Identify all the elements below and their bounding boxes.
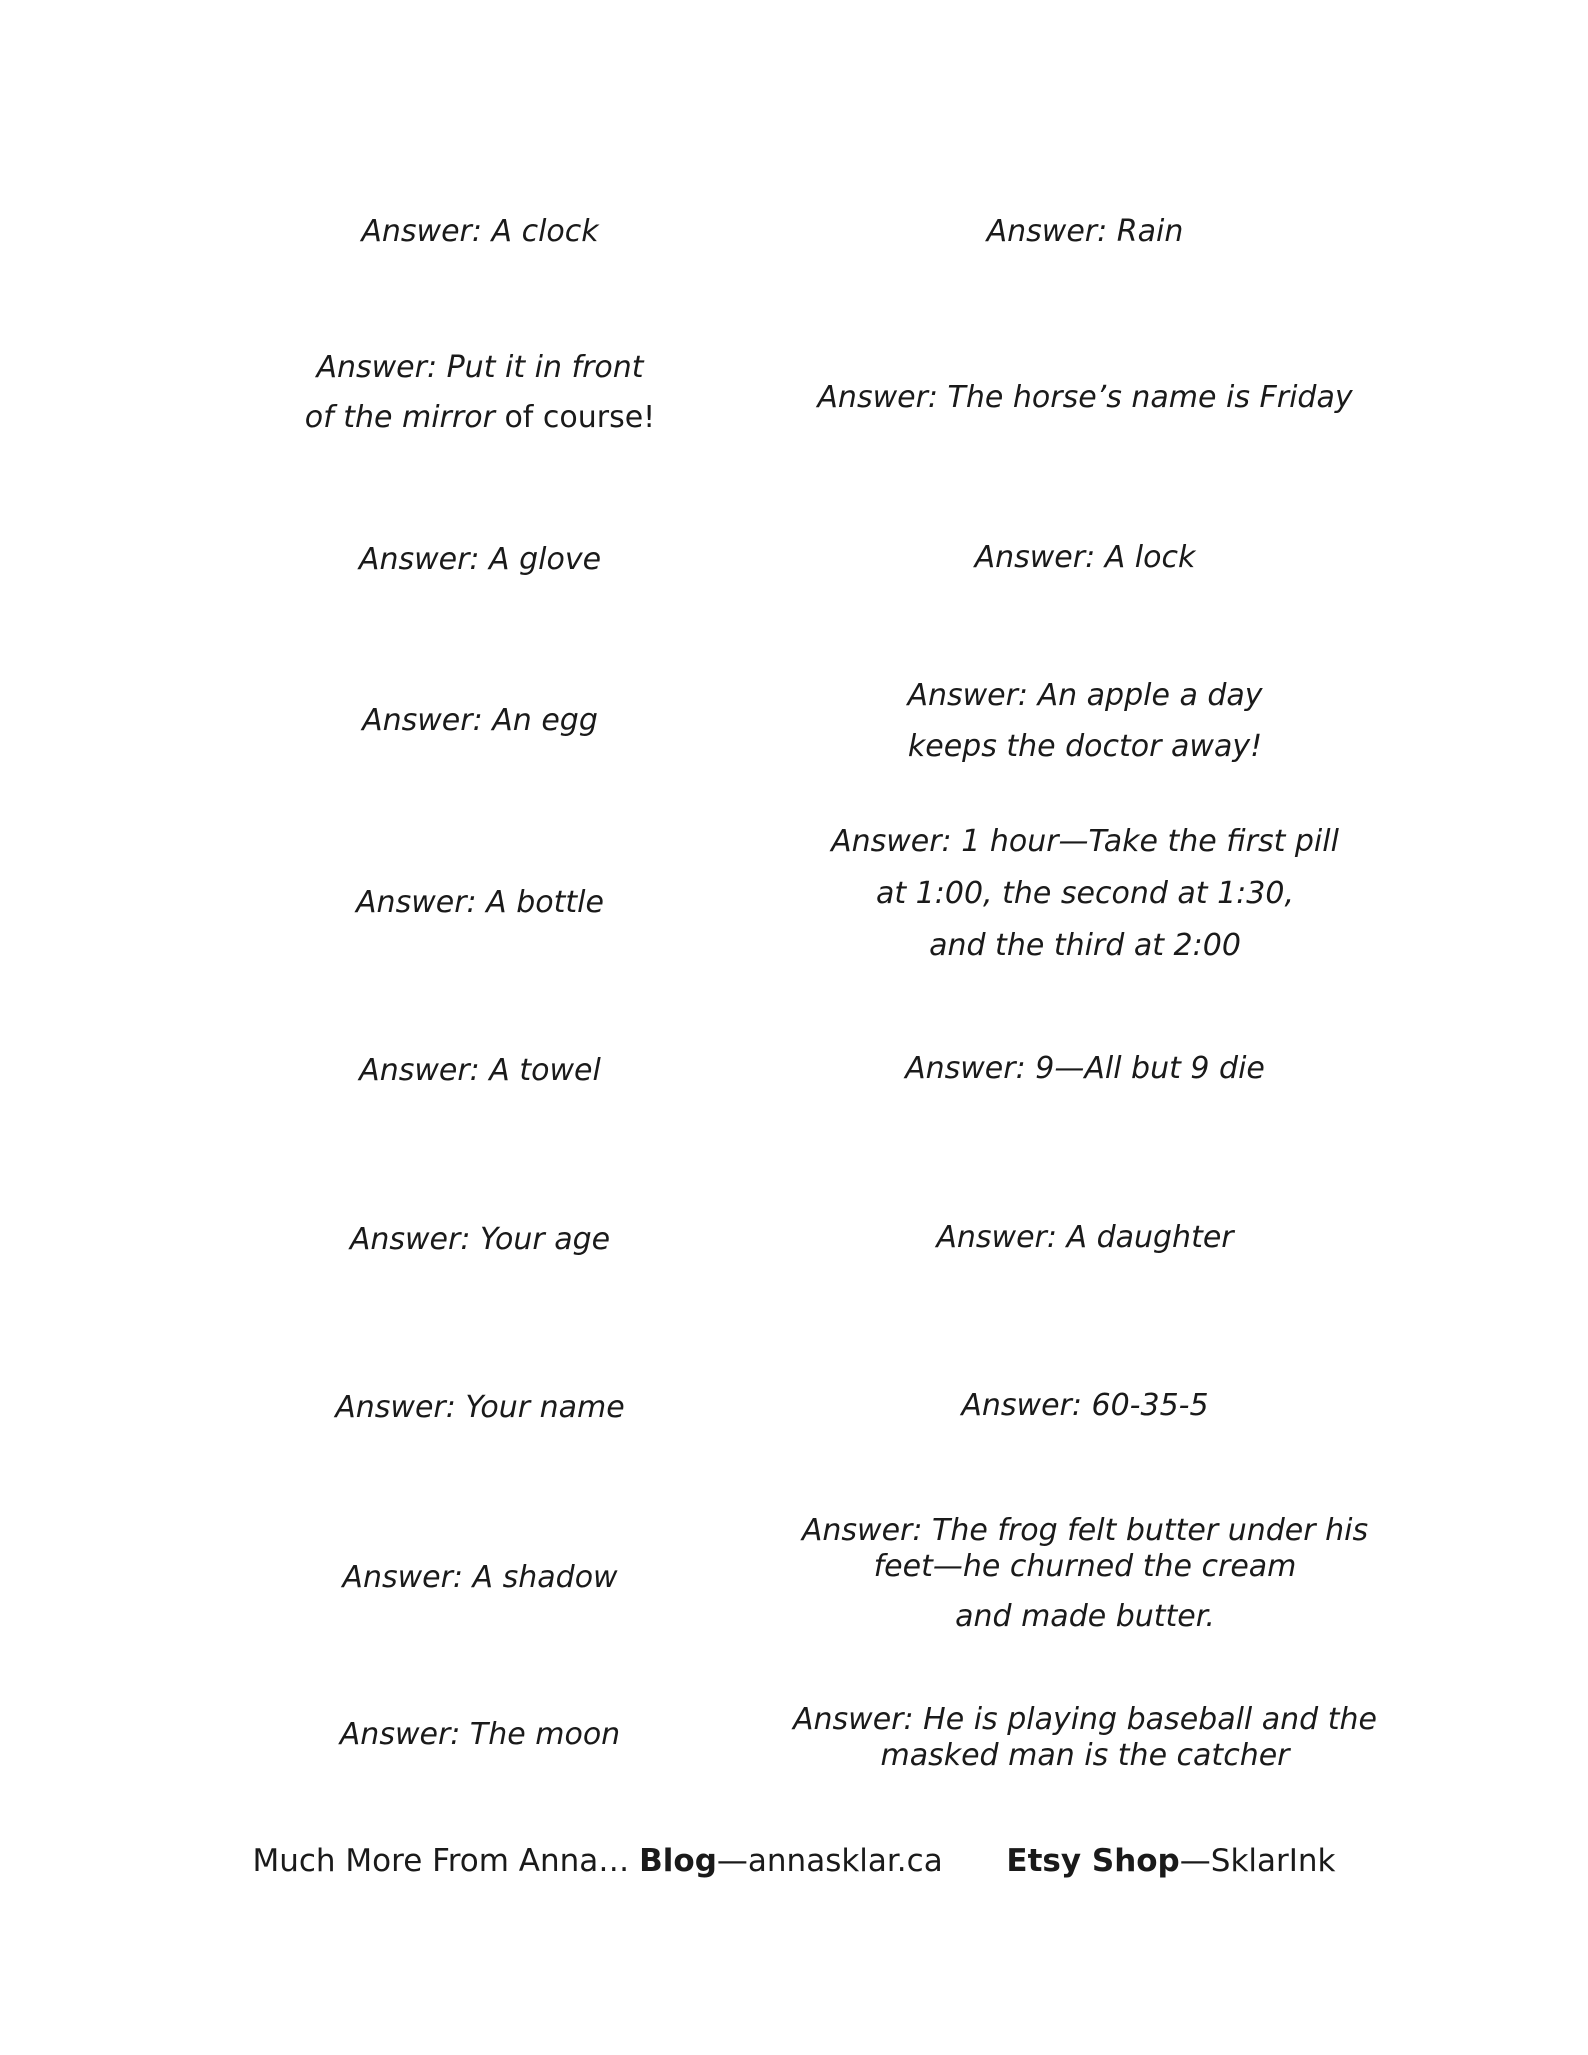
answer-text: Answer: An apple a day <box>907 678 1263 713</box>
answer-left-3 <box>175 542 785 577</box>
answer-left-7 <box>175 1222 785 1257</box>
answer-right-10 <box>765 1702 1405 1773</box>
answer-text: Answer: Your age <box>349 1222 611 1257</box>
answer-right-5 <box>765 824 1405 963</box>
answer-text: Answer: An egg <box>362 703 598 738</box>
answer-text: Answer: 60-35-5 <box>961 1388 1209 1423</box>
answer-left-2 <box>175 350 785 435</box>
footer-blog-link[interactable]: —annasklar.ca <box>716 1843 943 1879</box>
answer-right-6 <box>765 1051 1405 1086</box>
answer-left-10 <box>175 1717 785 1752</box>
answer-text: and the third at 2:00 <box>929 928 1241 963</box>
answer-text: at 1:00, the second at 1:30, <box>875 876 1294 911</box>
answer-left-9 <box>175 1560 785 1595</box>
answer-left-6 <box>175 1053 785 1088</box>
footer-shop-label: Etsy Shop <box>1006 1843 1180 1879</box>
answer-right-9 <box>765 1513 1405 1634</box>
answer-text-italic: of the mirror <box>304 400 495 435</box>
footer-shop-link[interactable]: —SklarInk <box>1179 1843 1336 1879</box>
answer-right-2 <box>765 380 1405 415</box>
answer-text: Answer: 9—All but 9 die <box>905 1051 1265 1086</box>
answer-text: feet—he churned the cream <box>873 1549 1297 1584</box>
answer-text: Answer: 1 hour—Take the first pill <box>831 824 1339 859</box>
answer-right-1 <box>765 214 1405 249</box>
answer-text-mixed <box>175 400 785 435</box>
answer-text: Answer: A clock <box>361 214 599 249</box>
answer-text: masked man is the catcher <box>880 1738 1290 1773</box>
answer-left-8 <box>175 1390 785 1425</box>
answer-right-4 <box>765 678 1405 764</box>
answer-text: Answer: A bottle <box>356 885 604 920</box>
answer-text: Answer: A towel <box>359 1053 601 1088</box>
answer-text: and made butter. <box>955 1599 1215 1634</box>
footer <box>0 1843 1588 1879</box>
answer-right-8 <box>765 1388 1405 1423</box>
answer-left-4 <box>175 703 785 738</box>
answer-text: Answer: A shadow <box>342 1560 618 1595</box>
answer-right-7 <box>765 1220 1405 1255</box>
answer-text: Answer: A daughter <box>936 1220 1234 1255</box>
answer-text-normal: of course! <box>494 400 656 435</box>
answer-text: Answer: Rain <box>986 214 1184 249</box>
footer-intro: Much More From Anna… <box>252 1843 630 1879</box>
answer-text: Answer: Your name <box>335 1390 625 1425</box>
answer-text: Answer: He is playing baseball and the <box>793 1702 1377 1737</box>
answer-left-5 <box>175 885 785 920</box>
answer-text: Answer: A lock <box>974 540 1196 575</box>
answer-text: keeps the doctor away! <box>907 729 1263 764</box>
answer-text: Answer: A glove <box>358 542 602 577</box>
footer-blog-label: Blog <box>639 1843 717 1879</box>
answer-text: Answer: The frog felt butter under his <box>801 1513 1369 1548</box>
answer-right-3 <box>765 540 1405 575</box>
answer-text: Answer: The horse’s name is Friday <box>817 380 1353 415</box>
answer-text: Answer: Put it in front <box>316 350 644 385</box>
answer-text: Answer: The moon <box>339 1717 621 1752</box>
answer-left-1 <box>175 214 785 249</box>
